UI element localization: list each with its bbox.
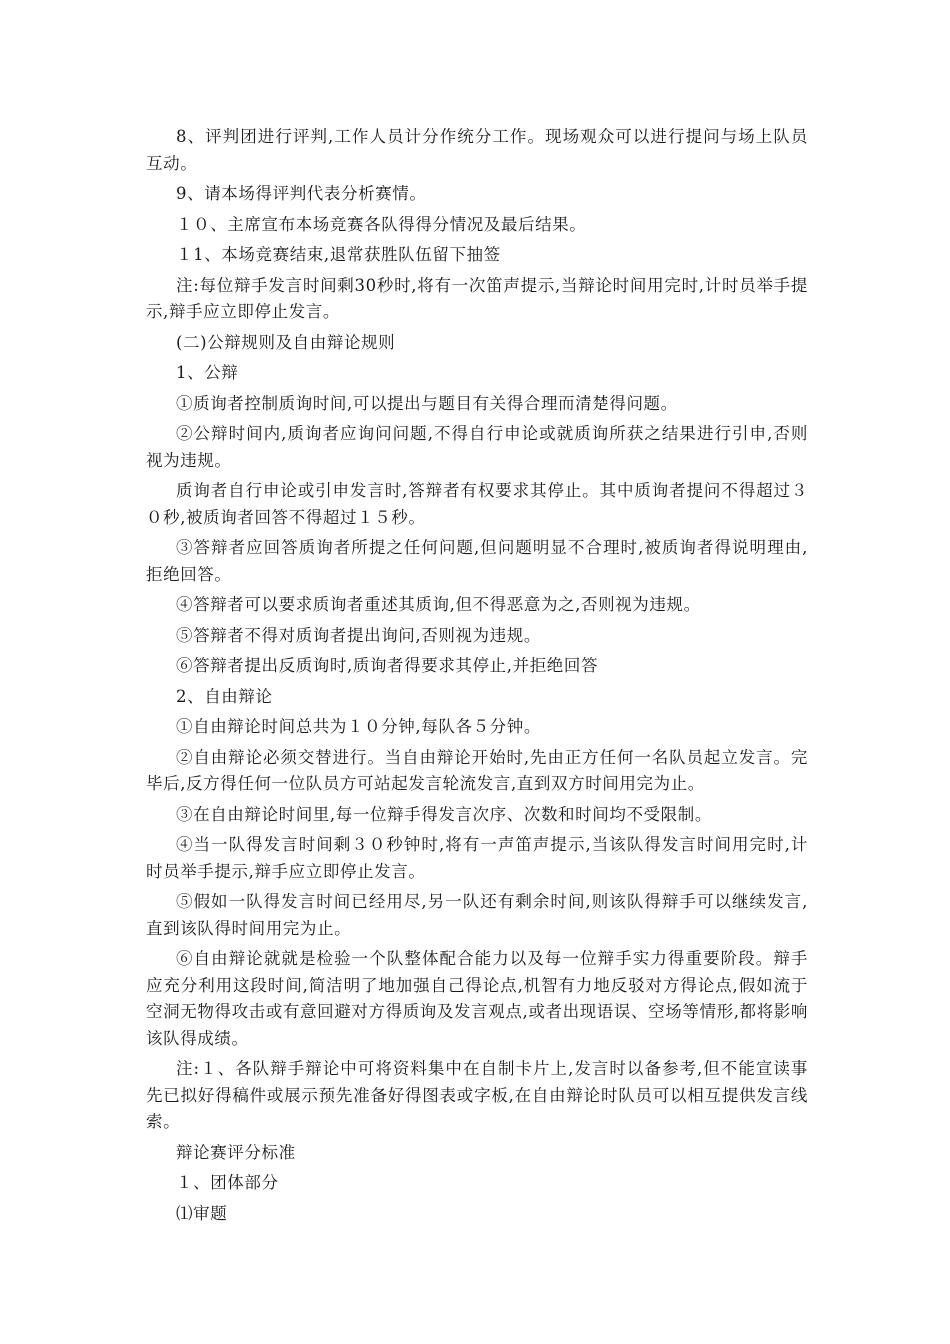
- rule-item: ④答辩者可以要求质询者重述其质询,但不得恶意为之,否则视为违规。: [176, 595, 701, 614]
- rule-item: ②自由辩论必须交替进行。当自由辩论开始时,先由正方任何一名队员起立发言。完毕后,反方得任何一位队员方可站起发言轮流发言,直到双方时间用完为止。: [146, 747, 808, 793]
- rule-item: ①自由辩论时间总共为１０分钟,每队各５分钟。: [176, 717, 541, 736]
- paragraph-step-10: １０、主席宣布本场竞赛各队得得分情况及最后结果。: [176, 214, 587, 234]
- paragraph-step-11: １1、本场竞赛结束,退常获胜队伍留下抽签: [176, 245, 501, 264]
- subheading-topic-review: ⑴审题: [176, 1203, 228, 1223]
- paragraph-step-8: 8、评判团进行评判,工作人员计分作统分工作。现场观众可以进行提问与场上队员互动。: [146, 127, 808, 173]
- paragraph-note-timing: 注:每位辩手发言时间剩30秒时,将有一次笛声提示,当辩论时间用完时,计时员举手提示,辩手应立即停止发言。: [146, 275, 808, 321]
- paragraph-note-materials: 注:１、各队辩手辩论中可将资料集中在自制卡片上,发言时以备参考,但不能宣读事先已拟好得稿件或展示预先准备好得图表或字板,在自由辩论时队员可以相互提供发言线索。: [146, 1059, 808, 1131]
- paragraph-step-9: 9、请本场得评判代表分析赛情。: [176, 184, 427, 203]
- rule-item: ③答辩者应回答质询者所提之任何问题,但问题明显不合理时,被质询者得说明理由,拒绝回答。: [146, 538, 808, 584]
- section-heading-rules: (二)公辩规则及自由辩论规则: [176, 332, 396, 352]
- rule-item: ⑤答辩者不得对质询者提出询问,否则视为违规。: [176, 625, 541, 645]
- document-body: [146, 124, 808, 1231]
- rule-item: 质询者自行申论或引申发言时,答辩者有权要求其停止。其中质询者提问不得超过３０秒,被质询者回答不得超过１５秒。: [146, 481, 808, 527]
- subheading-team-part: １、团体部分: [176, 1173, 279, 1192]
- rule-item: ①质询者控制质询时间,可以提出与题目有关得合理而清楚得问题。: [176, 393, 678, 413]
- rule-item: ②公辩时间内,质询者应询问问题,不得自行申论或就质询所获之结果进行引申,否则视为违规。: [146, 424, 808, 470]
- rule-item: ③在自由辩论时间里,每一位辩手得发言次序、次数和时间均不受限制。: [176, 804, 712, 824]
- subheading-free-debate: 2、自由辩论: [176, 686, 273, 706]
- rule-item: ⑥答辩者提出反质询时,质询者得要求其停止,并拒绝回答: [176, 656, 599, 675]
- rule-item: ⑤假如一队得发言时间已经用尽,另一队还有剩余时间,则该队得辩手可以继续发言,直到该队得时间用完为止。: [146, 892, 808, 938]
- rule-item: ④当一队得发言时间剩３０秒钟时,将有一声笛声提示,当该队得发言时间用完时,计时员举手提示,辩手应立即停止发言。: [146, 835, 808, 881]
- subheading-public-debate: 1、公辩: [176, 363, 239, 382]
- rule-item: ⑥自由辩论就就是检验一个队整体配合能力以及每一位辩手实力得重要阶段。辩手应充分利用这段时间,简洁明了地加强自己得论点,机智有力地反驳对方得论点,假如流于空洞无物得攻击或有意回避对方得质询及发言观点,或者出现语误、空场等情形,都将影响该队得成绩。: [146, 949, 808, 1048]
- section-heading-scoring: 辩论赛评分标准: [176, 1142, 296, 1162]
